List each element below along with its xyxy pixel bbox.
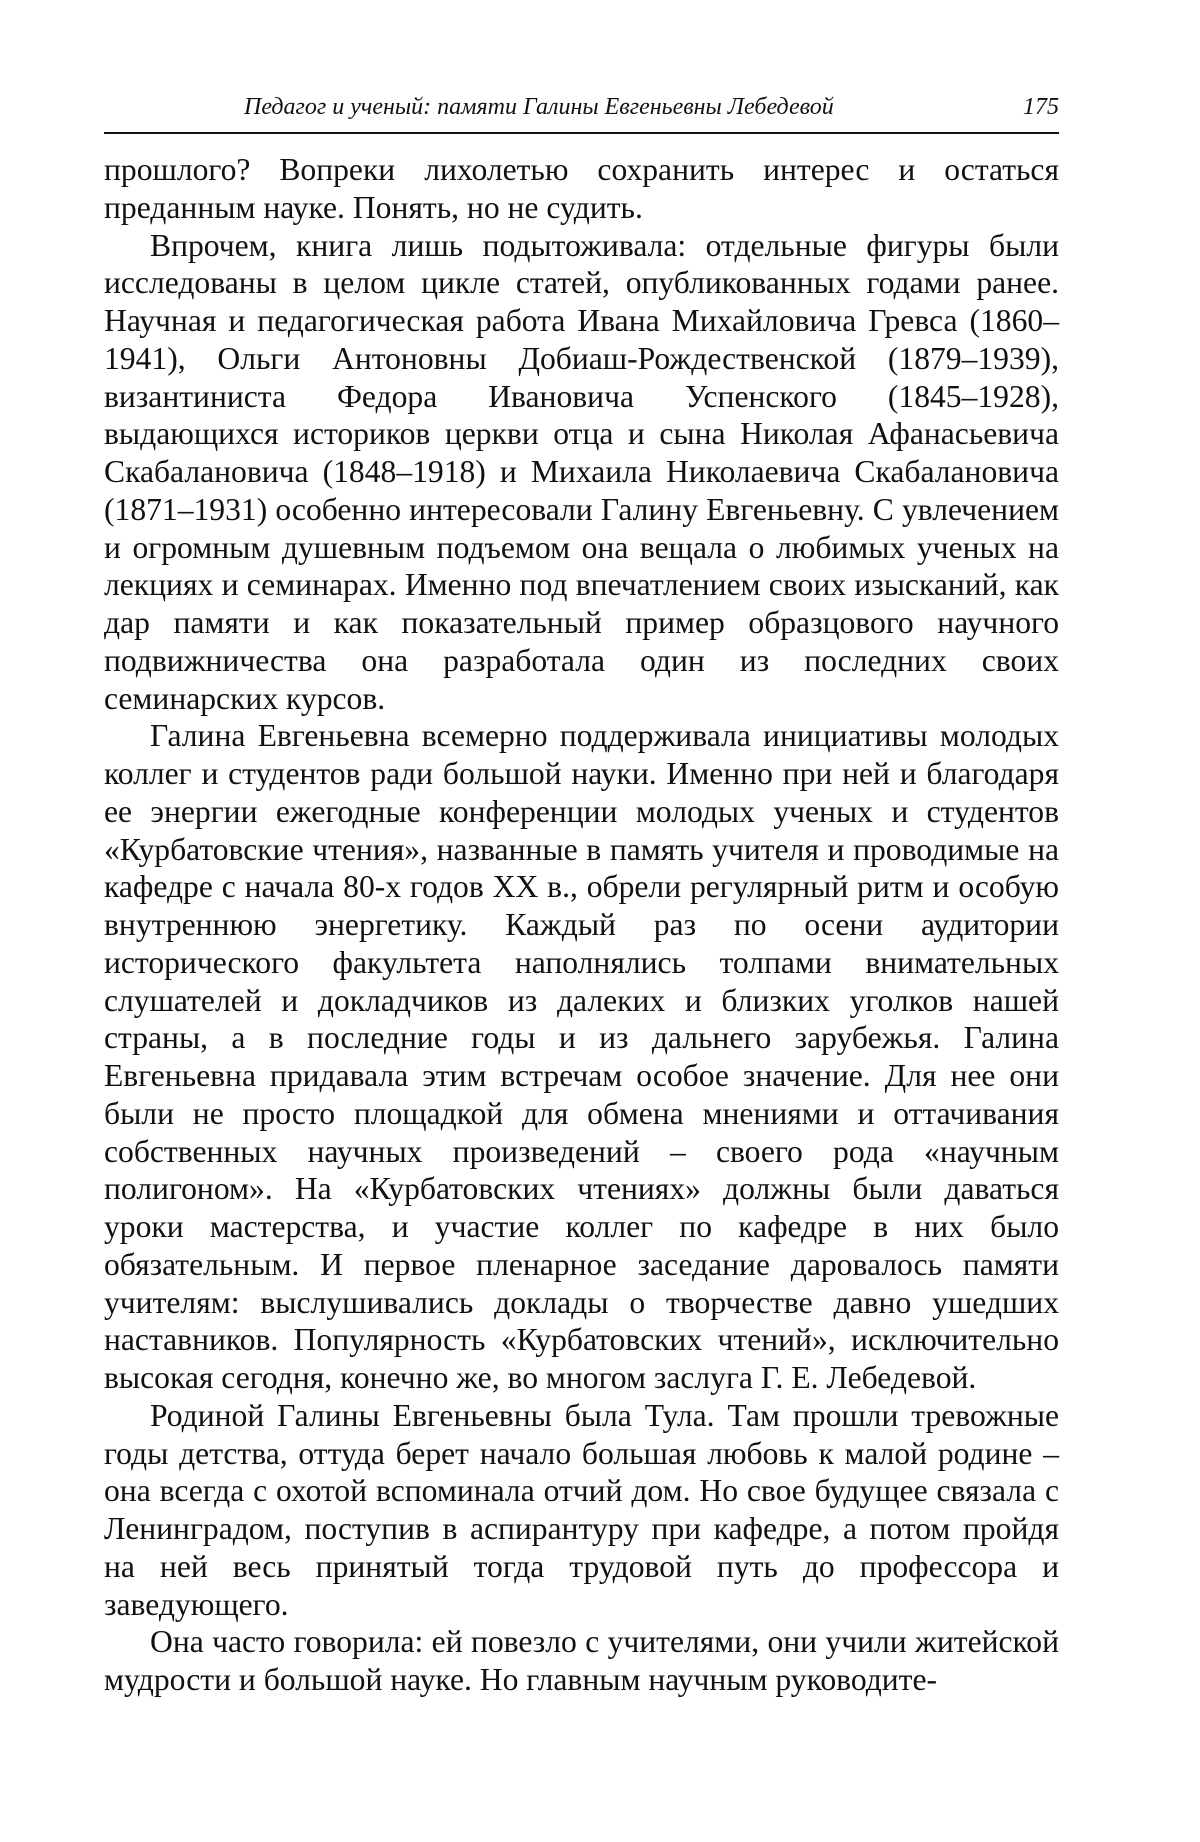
running-header (104, 92, 1059, 134)
paragraph-continued: прошлого? Вопреки лихолетью сохранить интерес и остаться преданным науке. Понять, но не судить. (104, 152, 1059, 225)
paragraph: Она часто говорила: ей повезло с учителями, они учили житейской мудрости и большой науке. Но главным научным руководите- (104, 1624, 1059, 1697)
paragraph: Родиной Галины Евгеньевны была Тула. Там прошли тревожные годы детства, оттуда берет начало большая любовь к малой родине – она всегда с охотой вспоминала отчий дом. Но свое будущее связала с Ленинградом, поступив в аспирантуру при кафедре, а потом пройдя на ней весь принятый тогда трудовой путь до профессора и заведующего. (104, 1397, 1059, 1622)
running-title: Педагог и ученый: памяти Галины Евгеньевны Лебедевой (244, 94, 834, 120)
paragraph: Галина Евгеньевна всемерно поддерживала инициативы молодых коллег и студентов ради большой науки. Именно при ней и благодаря ее энергии ежегодные конференции молодых ученых и студентов «Курбатовские чтения», названные в память учителя и проводимые на кафедре с начала 80-х годов XX в., обрели регулярный ритм и особую внутреннюю энергетику. Каждый раз по осени аудитории исторического факультета наполнялись толпами внимательных слушателей и докладчиков из далеких и близких уголков нашей страны, а в последние годы и из дальнего зарубежья. Галина Евгеньевна придавала этим встречам особое значение. Для нее они были не просто площадкой для обмена мнениями и оттачивания собственных научных произведений – своего рода «научным полигоном». На «Курбатовских чтениях» должны были даваться уроки мастерства, и участие коллег по кафедре в них было обязательным. И первое пленарное заседание даровалось памяти учителям: выслушивались доклады о творчестве давно ушедших наставников. Популярность «Курбатовских чтений», исключительно высокая сегодня, конечно же, во многом заслуга Г. Е. Лебедевой. (104, 718, 1059, 1395)
page-number: 175 (1023, 94, 1059, 120)
paragraph: Впрочем, книга лишь подытоживала: отдельные фигуры были исследованы в целом цикле статей, опубликованных годами ранее. Научная и педагогическая работа Ивана Михайловича Гревса (1860–1941), Ольги Антоновны Добиаш-Рождественской (1879–1939), византиниста Федора Ивановича Успенского (1845–1928), выдающихся историков церкви отца и сына Николая Афанасьевича Скабалановича (1848–1918) и Михаила Николаевича Скабалановича (1871–1931) особенно интересовали Галину Евгеньевну. С увлечением и огромным душевным подъемом она вещала о любимых ученых на лекциях и семинарах. Именно под впечатлением своих изысканий, как дар памяти и как показательный пример образцового научного подвижничества она разработала один из последних своих семинарских курсов. (104, 227, 1059, 716)
body-text (104, 151, 1059, 1699)
book-page (104, 92, 1059, 1699)
